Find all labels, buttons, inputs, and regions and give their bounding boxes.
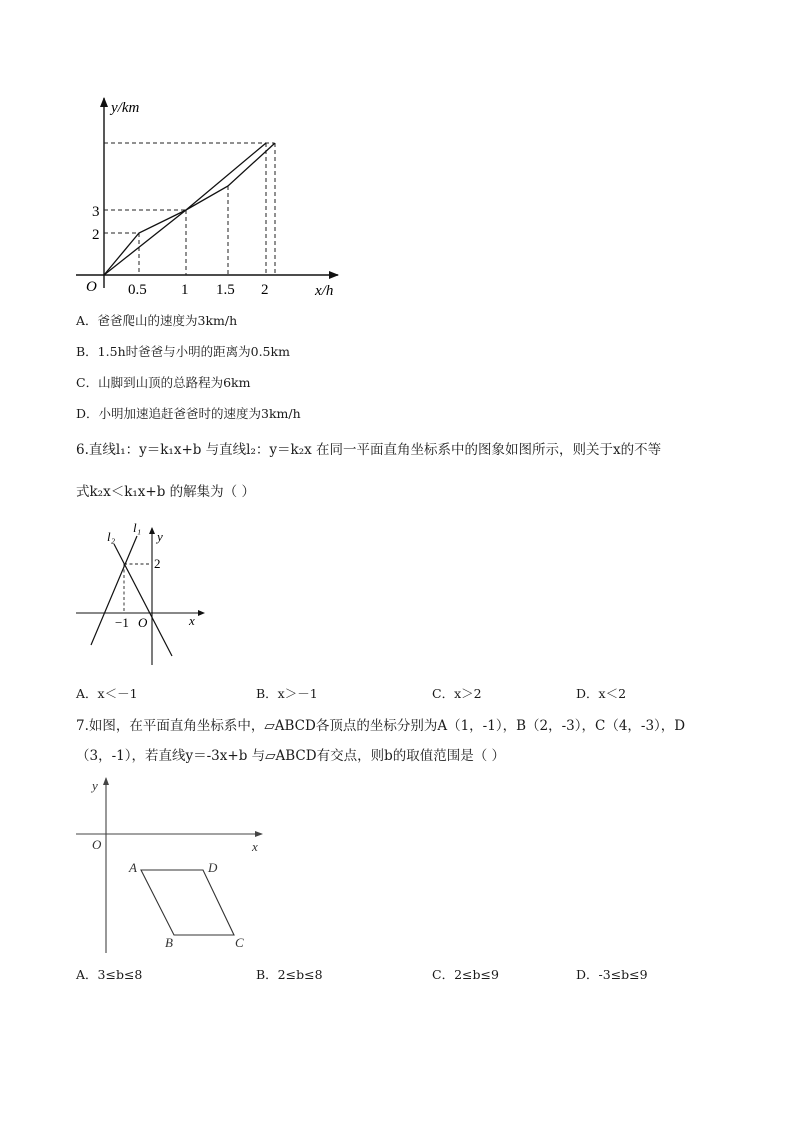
q6-l2-label: l₂	[107, 529, 116, 544]
q6-option-a: A．x＜－1	[76, 686, 138, 701]
q6-y-tick-2: 2	[154, 556, 161, 571]
q7-option-a: A．3≤b≤8	[76, 967, 143, 982]
q5-option-b: B．1.5h时爸爸与小明的距离为0.5km	[76, 344, 290, 359]
q7-y-label: y	[92, 778, 98, 793]
q6-stem-line2: 式k₂x＜k₁x+b 的解集为（ ）	[76, 484, 255, 500]
q6-line-l2	[114, 544, 172, 656]
q7-option-b: B．2≤b≤8	[256, 967, 323, 982]
q6-option-c: C．x＞2	[432, 686, 482, 701]
q6-lines-graph	[70, 518, 215, 668]
q5-y-tick-3: 3	[92, 204, 100, 220]
q7-parallelogram-abcd	[141, 870, 234, 935]
q5-x-tick-0.5: 0.5	[128, 282, 147, 298]
q7-origin-label: O	[92, 837, 102, 852]
q5-distance-time-graph	[60, 92, 360, 302]
q7-vertex-a: A	[129, 860, 137, 875]
q6-x-tick-neg1: −1	[115, 615, 129, 630]
q6-option-b: B．x＞－1	[256, 686, 318, 701]
q7-stem-line2: （3，-1），若直线y＝-3x+b 与▱ABCD有交点，则b的取值范围是（ ）	[76, 748, 506, 764]
q7-vertex-b: B	[165, 935, 173, 950]
q5-xiaoming-line	[104, 143, 266, 275]
q7-x-label: x	[252, 839, 258, 854]
q7-parallelogram-graph	[70, 772, 270, 957]
q7-option-d: D．-3≤b≤9	[576, 967, 648, 982]
q6-line-l1	[91, 536, 137, 645]
q5-x-tick-2: 2	[261, 282, 269, 298]
q6-l1-label: l₁	[133, 520, 142, 535]
q5-option-a: A．爸爸爬山的速度为3km/h	[76, 313, 238, 328]
q7-option-c: C．2≤b≤9	[432, 967, 499, 982]
q5-x-tick-1: 1	[181, 282, 189, 298]
q5-option-c: C．山脚到山顶的总路程为6km	[76, 375, 251, 390]
q6-y-label: y	[157, 529, 163, 544]
q6-origin-label: O	[138, 615, 148, 630]
q7-stem-line1: 7.如图，在平面直角坐标系中，▱ABCD各顶点的坐标分别为A（1，-1），B（2，-3），C（4，-3），D	[76, 718, 686, 734]
q7-vertex-c: C	[235, 935, 244, 950]
q5-option-d: D．小明加速追赶爸爸时的速度为3km/h	[76, 406, 301, 421]
q5-y-axis-label: y/km	[111, 100, 140, 116]
q6-option-d: D．x＜2	[576, 686, 627, 701]
q5-x-axis-label: x/h	[315, 283, 334, 299]
q5-x-tick-1.5: 1.5	[216, 282, 235, 298]
q7-vertex-d: D	[208, 860, 218, 875]
q5-y-tick-2: 2	[92, 227, 100, 243]
q6-stem-line1: 6.直线l₁：y＝k₁x+b 与直线l₂：y＝k₂x 在同一平面直角坐标系中的图象如图所示，则关于x的不等	[76, 442, 662, 458]
q5-origin-label: O	[86, 279, 97, 295]
q6-x-label: x	[189, 613, 195, 628]
